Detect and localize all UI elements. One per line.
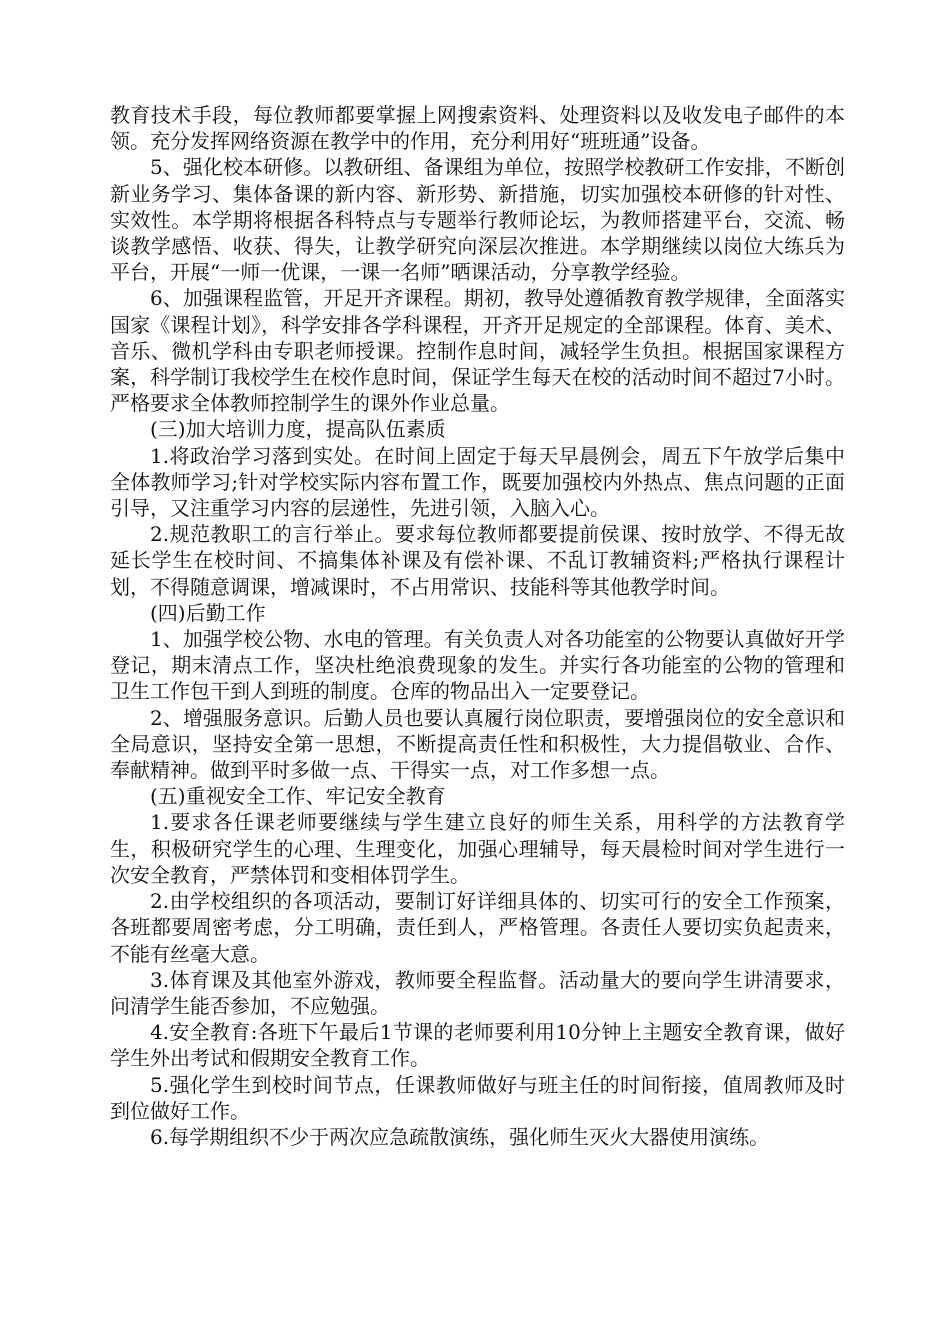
- section-heading-logistics: (四)后勤工作: [150, 600, 266, 625]
- paragraph-safety-1: 1.要求各任课老师要继续与学生建立良好的师生关系，用科学的方法教育学生，积极研究学生的心理、生理变化，加强心理辅导，每天晨检时间对学生进行一次安全教育，严禁体罚和变相体罚学生。: [110, 810, 845, 887]
- paragraph-safety-3: 3.体育课及其他室外游戏，教师要全程监督。活动量大的要向学生讲清要求，问清学生能否参加，不应勉强。: [110, 967, 845, 1018]
- paragraph-training-2: 2.规范教职工的言行举止。要求每位教师都要提前侯课、按时放学、不得无故延长学生在校时间、不搞集体补课及有偿补课、不乱订教辅资料;严格执行课程计划，不得随意调课，增减课时，不占用常识、技能科等其他教学时间。: [110, 522, 845, 599]
- paragraph-item-6-curriculum: 6、加强课程监管，开足开齐课程。期初，教导处遵循教育教学规律，全面落实国家《课程计划》，科学安排各学科课程，开齐开足规定的全部课程。体育、美术、音乐、微机学科由专职老师授课。控制作息时间，减轻学生负担。根据国家课程方案，科学制订我校学生在校作息时间，保证学生每天在校的活动时间不超过7小时。严格要求全体教师控制学生的课外作业总量。: [110, 286, 845, 416]
- paragraph-safety-5: 5.强化学生到校时间节点，任课教师做好与班主任的时间衔接，值周教师及时到位做好工作。: [110, 1072, 845, 1123]
- paragraph-logistics-1: 1、加强学校公物、水电的管理。有关负责人对各功能室的公物要认真做好开学登记，期末清点工作，坚决杜绝浪费现象的发生。并实行各功能室的公物的管理和卫生工作包干到人到班的制度。仓库的物品出入一定要登记。: [110, 627, 845, 704]
- paragraph-safety-2: 2.由学校组织的各项活动，要制订好详细具体的、切实可行的安全工作预案，各班都要周密考虑，分工明确，责任到人，严格管理。各责任人要切实负起责来，不能有丝毫大意。: [110, 889, 845, 966]
- paragraph-safety-6: 6.每学期组织不少于两次应急疏散演练，强化师生灭火大器使用演练。: [150, 1124, 770, 1149]
- section-heading-training: (三)加大培训力度，提高队伍素质: [150, 417, 446, 442]
- document-body: [110, 102, 845, 1150]
- paragraph-continuation: 教育技术手段，每位教师都要掌握上网搜索资料、处理资料以及收发电子邮件的本领。充分发挥网络资源在教学中的作用，充分利用好“班班通”设备。: [110, 103, 845, 154]
- paragraph-safety-4: 4.安全教育:各班下午最后1节课的老师要利用10分钟上主题安全教育课，做好学生外出考试和假期安全教育工作。: [110, 1020, 845, 1071]
- paragraph-logistics-2: 2、增强服务意识。后勤人员也要认真履行岗位职责，要增强岗位的安全意识和全局意识，坚持安全第一思想，不断提高责任性和积极性，大力提倡敬业、合作、奉献精神。做到平时多做一点、干得实一点，对工作多想一点。: [110, 705, 845, 783]
- paragraph-item-5-school-research: 5、强化校本研修。以教研组、备课组为单位，按照学校教研工作安排，不断创新业务学习、集体备课的新内容、新形势、新措施，切实加强校本研修的针对性、实效性。本学期将根据各科特点与专题举行教师论坛，为教师搭建平台，交流、畅谈教学感悟、收获、得失，让教学研究向深层次推进。本学期继续以岗位大练兵为平台，开展“一师一优课，一课一名师”晒课活动，分享教学经验。: [110, 155, 845, 285]
- paragraph-training-1: 1.将政治学习落到实处。在时间上固定于每天早晨例会，周五下午放学后集中全体教师学习;针对学校实际内容布置工作，既要加强校内外热点、焦点问题的正面引导，又注重学习内容的层递性，先进引领，入脑入心。: [110, 443, 845, 521]
- section-heading-safety: (五)重视安全工作、牢记安全教育: [150, 784, 446, 809]
